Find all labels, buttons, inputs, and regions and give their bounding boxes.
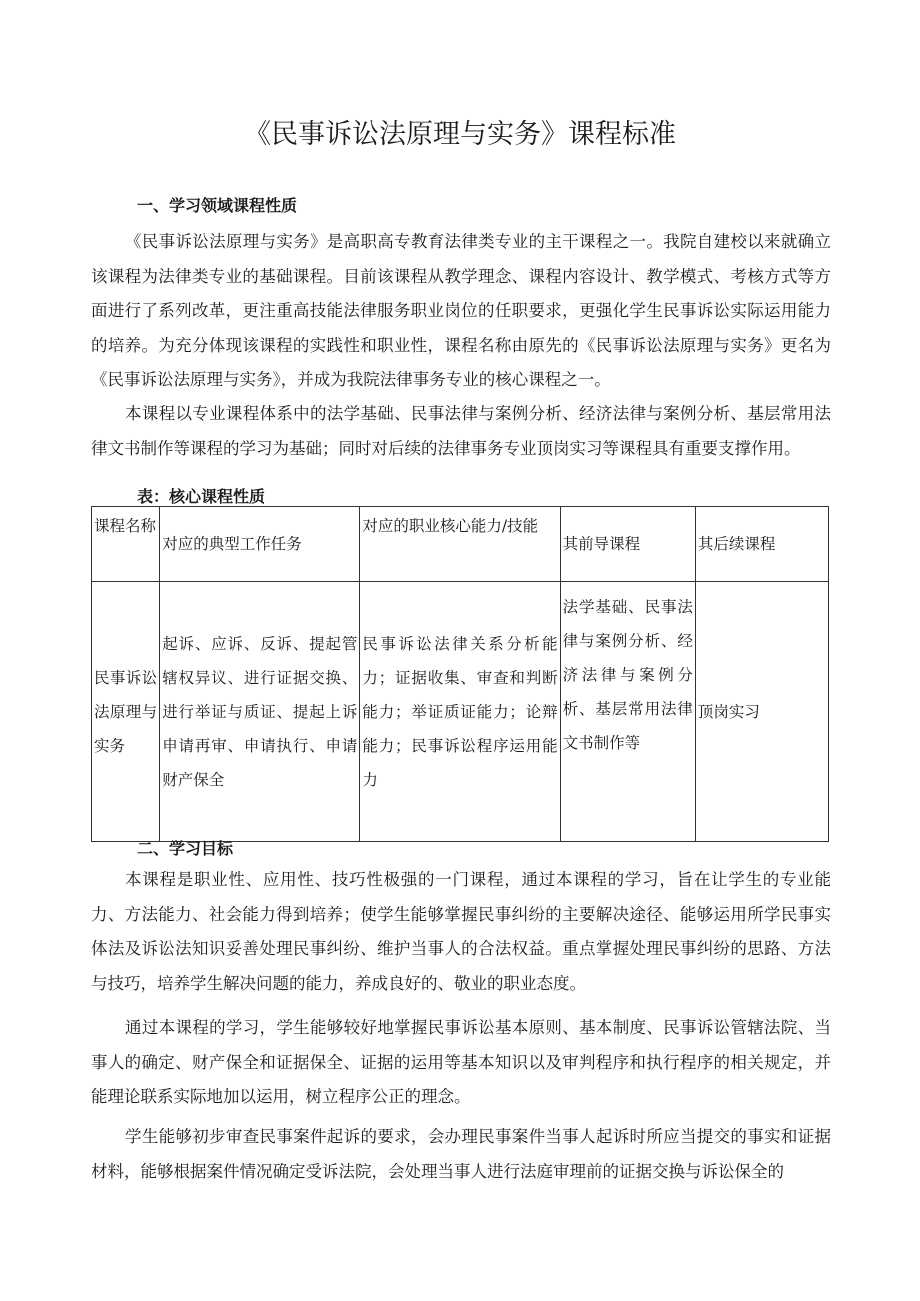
section-heading-learning-goals: 二、学习目标 — [137, 839, 234, 858]
table-cell-work-tasks: 起诉、应诉、反诉、提起管辖权异议、进行证据交换、进行举证与质证、提起上诉申请再审、申请执行、申请财产保全 — [160, 582, 360, 842]
table-header-cell: 其前导课程 — [560, 507, 695, 582]
table-header-cell: 课程名称 — [92, 507, 160, 582]
section-heading-course-nature: 一、学习领域课程性质 — [137, 196, 298, 215]
table-cell-followup: 顶岗实习 — [695, 582, 828, 842]
paragraph: 本课程是职业性、应用性、技巧性极强的一门课程，通过本课程的学习，旨在让学生的专业能力、方法能力、社会能力得到培养；使学生能够掌握民事纠纷的主要解决途径、能够运用所学民事实体法及诉讼法知识妥善处理民事纠纷、维护当事人的合法权益。重点掌握处理民事纠纷的思路、方法与技巧，培养学生解决问题的能力，养成良好的、敬业的职业态度。 — [91, 870, 831, 993]
table-header-cell: 对应的职业核心能力/技能 — [360, 507, 560, 582]
paragraph: 通过本课程的学习，学生能够较好地掌握民事诉讼基本原则、基本制度、民事诉讼管辖法院、当事人的确定、财产保全和证据保全、证据的运用等基本知识以及审判程序和执行程序的相关规定，并能理论联系实际地加以运用，树立程序公正的理念。 — [91, 1018, 831, 1106]
table-header-cell: 其后续课程 — [695, 507, 828, 582]
table-row — [92, 582, 829, 842]
paragraph: 学生能够初步审查民事案件起诉的要求，会办理民事案件当事人起诉时所应当提交的事实和证据材料，能够根据案件情况确定受诉法院，会处理当事人进行法庭审理前的证据交换与诉讼保全的 — [91, 1127, 831, 1181]
table-header-cell: 对应的典型工作任务 — [160, 507, 360, 582]
table-cell-core-skills: 民事诉讼法律关系分析能力；证据收集、审查和判断能力；举证质证能力；论辩能力；民事诉讼程序运用能力 — [360, 582, 560, 842]
paragraph: 《民事诉讼法原理与实务》是高职高专教育法律类专业的主干课程之一。我院自建校以来就确立该课程为法律类专业的基础课程。目前该课程从教学理念、课程内容设计、教学模式、考核方式等方面进行了系列改革，更注重高技能法律服务职业岗位的任职要求，更强化学生民事诉讼实际运用能力的培养。为充分体现该课程的实践性和职业性，课程名称由原先的《民事诉讼法原理与实务》更名为《民事诉讼法原理与实务》，并成为我院法律事务专业的核心课程之一。 — [91, 232, 831, 389]
table-caption: 表：核心课程性质 — [137, 487, 266, 506]
table-cell-prerequisites: 法学基础、民事法律与案例分析、经济法律与案例分析、基层常用法律文书制作等 — [560, 582, 695, 842]
table-header-row — [92, 507, 829, 582]
paragraph: 本课程以专业课程体系中的法学基础、民事法律与案例分析、经济法律与案例分析、基层常用法律文书制作等课程的学习为基础；同时对后续的法律事务专业顶岗实习等课程具有重要支撑作用。 — [91, 404, 831, 458]
core-course-table — [91, 506, 829, 842]
table-cell-course-name: 民事诉讼法原理与实务 — [92, 582, 160, 842]
document-title: 《民事诉讼法原理与实务》课程标准 — [244, 119, 676, 150]
